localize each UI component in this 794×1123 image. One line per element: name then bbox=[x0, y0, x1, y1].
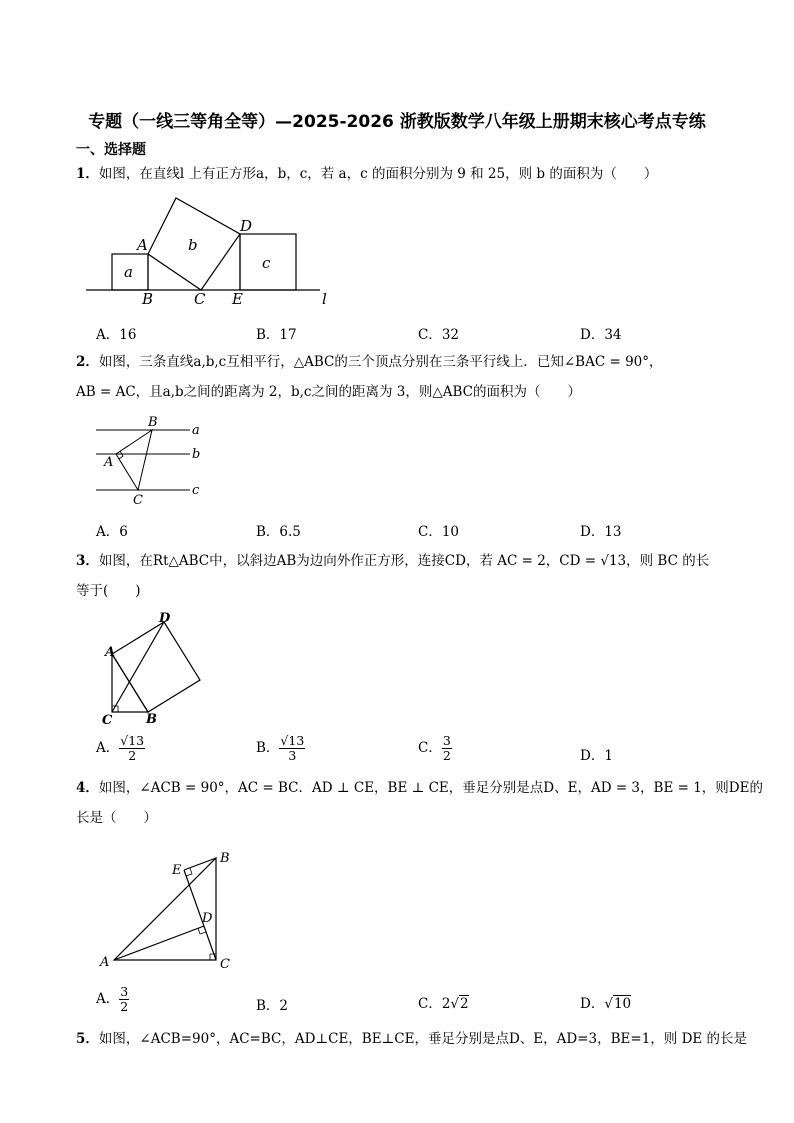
label-D: D bbox=[240, 217, 253, 235]
q1-option-d[interactable]: D．34 bbox=[580, 327, 622, 343]
figure-q3-square-on-hypotenuse bbox=[96, 610, 216, 728]
q4-option-d[interactable]: D．√10 bbox=[580, 996, 632, 1012]
q4-option-b[interactable]: B．2 bbox=[256, 998, 289, 1014]
label-B: B bbox=[148, 415, 158, 430]
label-C: C bbox=[220, 957, 230, 972]
q4-option-c[interactable]: C．2√2 bbox=[418, 996, 469, 1012]
q1-option-a[interactable]: A．16 bbox=[96, 327, 137, 343]
label-C: C bbox=[133, 493, 143, 508]
label-A: A bbox=[100, 955, 110, 970]
q1-option-b[interactable]: B．17 bbox=[256, 327, 297, 343]
question-number: 1． bbox=[76, 166, 99, 182]
q3-option-d[interactable]: D．1 bbox=[580, 748, 613, 764]
label-c: c bbox=[262, 254, 271, 272]
label-B: B bbox=[142, 290, 154, 308]
label-a: a bbox=[124, 263, 133, 281]
q1-option-c[interactable]: C．32 bbox=[418, 327, 460, 343]
label-a: a bbox=[192, 423, 200, 438]
segment-BE bbox=[184, 858, 216, 870]
label-E: E bbox=[232, 290, 243, 308]
label-b: b bbox=[188, 236, 198, 254]
triangle-ABC bbox=[114, 858, 216, 960]
label-A: A bbox=[105, 645, 116, 660]
q2-option-d[interactable]: D．13 bbox=[580, 524, 622, 540]
question-2-line-2: AB = AC，且a,b之间的距离为 2，b,c之间的距离为 3，则△ABC的面积为（ ） bbox=[76, 384, 582, 400]
section-heading: 一、选择题 bbox=[76, 142, 146, 158]
question-number: 4． bbox=[76, 780, 99, 796]
question-4-line-2: 长是（ ） bbox=[76, 810, 157, 826]
segment-AD bbox=[114, 926, 204, 960]
question-number: 2． bbox=[76, 354, 99, 370]
q2-option-c[interactable]: C．10 bbox=[418, 524, 460, 540]
label-A: A bbox=[104, 455, 114, 470]
label-D: D bbox=[202, 911, 213, 926]
question-4-line-1 bbox=[76, 778, 763, 798]
q3-option-a[interactable]: A． $\frac{√13}{2}$ bbox=[96, 733, 145, 763]
question-3-line-1 bbox=[76, 551, 709, 571]
label-b: b bbox=[192, 447, 201, 462]
figure-q1-squares bbox=[80, 190, 350, 310]
question-number: 5． bbox=[76, 1031, 99, 1047]
label-D: D bbox=[159, 611, 171, 626]
question-number: 3． bbox=[76, 553, 99, 569]
question-text: 如图，∠ACB=90°，AC=BC，AD⊥CE，BE⊥CE，垂足分别是点D、E，AD=3，BE=1，则 DE 的长是 bbox=[98, 1031, 748, 1047]
q3-option-b[interactable]: B． $\frac{√13}{3}$ bbox=[256, 733, 305, 763]
question-3-line-2: 等于( ) bbox=[76, 583, 141, 599]
label-E: E bbox=[172, 863, 182, 878]
q2-option-a[interactable]: A．6 bbox=[96, 524, 128, 540]
question-text: 如图，在Rt△ABC中，以斜边AB为边向外作正方形，连接CD，若 AC = 2，CD = √13，则 BC 的长 bbox=[98, 553, 710, 569]
label-C: C bbox=[194, 290, 206, 308]
q2-option-b[interactable]: B．6.5 bbox=[256, 524, 301, 540]
triangle-ABC bbox=[116, 430, 152, 490]
question-text: 如图，∠ACB = 90°，AC = BC．AD ⊥ CE，BE ⊥ CE，垂足分别是点D、E，AD = 3，BE = 1，则DE的 bbox=[98, 780, 763, 796]
question-2-line-1 bbox=[76, 352, 663, 372]
figure-q4-perpendiculars bbox=[96, 844, 246, 974]
q4-option-a[interactable]: A． $\frac{3}{2}$ bbox=[96, 984, 129, 1014]
label-B: B bbox=[220, 851, 230, 866]
question-text: 如图，三条直线a,b,c互相平行，△ABC的三个顶点分别在三条平行线上．已知∠BAC = 90°， bbox=[98, 354, 663, 370]
question-5 bbox=[76, 1029, 747, 1049]
question-text: 如图，在直线l 上有正方形a，b，c，若 a，c 的面积分别为 9 和 25，则 b 的面积为（ ） bbox=[98, 166, 658, 182]
question-1 bbox=[76, 164, 657, 184]
label-C: C bbox=[102, 713, 113, 728]
label-l: l bbox=[322, 290, 327, 308]
label-c: c bbox=[192, 483, 200, 498]
label-B: B bbox=[146, 712, 157, 727]
page-title: 专题（一线三等角全等）—2025-2026 浙教版数学八年级上册期末核心考点专练 bbox=[88, 112, 706, 132]
label-A: A bbox=[137, 236, 148, 254]
figure-q2-parallel-lines bbox=[90, 414, 220, 508]
q3-option-c[interactable]: C． $\frac{3}{2}$ bbox=[418, 733, 451, 763]
